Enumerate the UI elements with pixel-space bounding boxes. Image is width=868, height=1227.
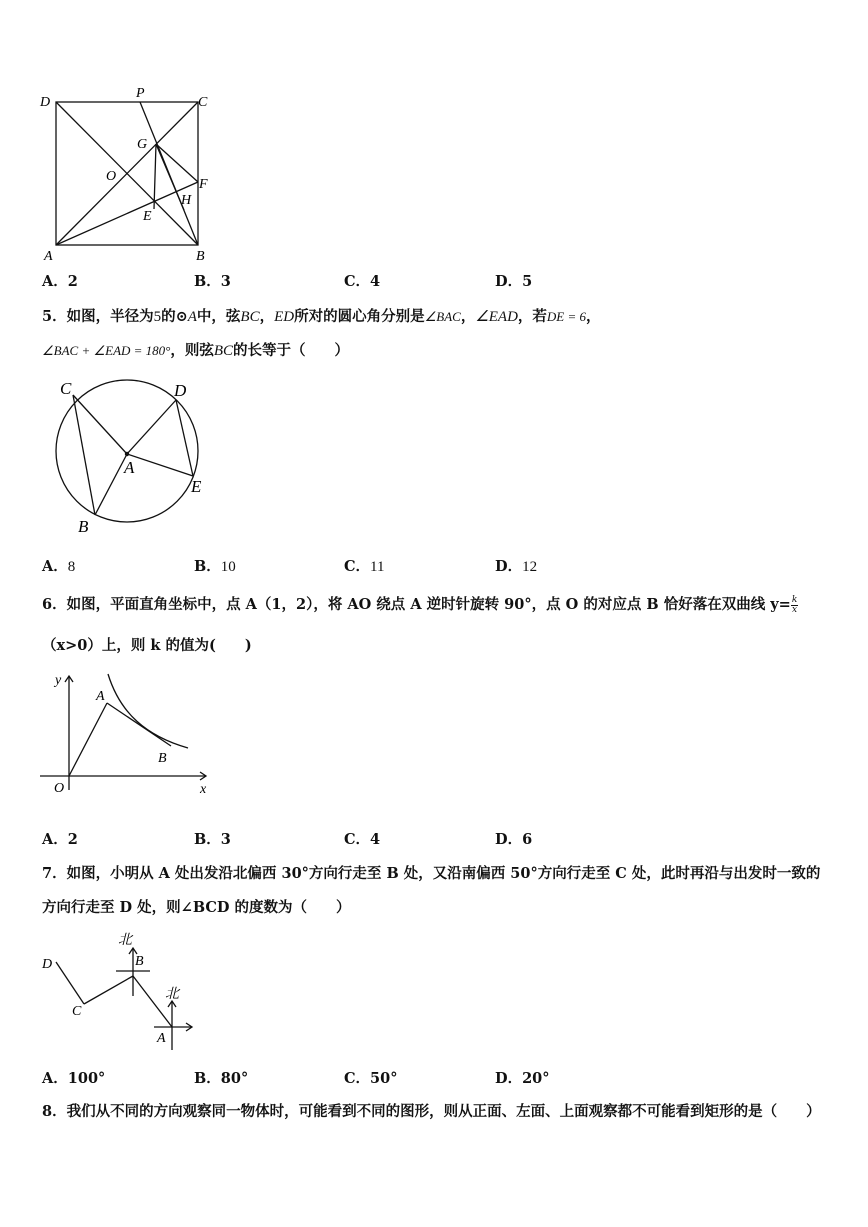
option-value: 20° xyxy=(522,1070,550,1087)
q6-question-line1: 6．如图，平面直角坐标中，点 A（1，2），将 AO 绕点 A 逆时针旋转 90°，点 O 的对应点 B 恰好落在双曲线 y= $\frac{k}{x}$ xyxy=(42,594,798,615)
option-value: 12 xyxy=(522,559,538,575)
q7-label-d: D xyxy=(42,957,53,972)
option-label: D． xyxy=(495,1070,523,1087)
q7-option-b xyxy=(194,1069,248,1089)
option-value: 3 xyxy=(220,273,231,290)
q6-figure xyxy=(38,668,218,800)
option-label: B． xyxy=(194,273,221,290)
q4-label-a: A xyxy=(44,249,53,264)
q4-label-f: F xyxy=(199,177,208,192)
q4-line-gf xyxy=(156,144,198,182)
q5-label-a: A xyxy=(124,458,135,477)
q6-label-y: y xyxy=(55,673,62,688)
option-label: B． xyxy=(194,831,221,848)
q7-segment-cb xyxy=(84,976,133,1004)
q6-label-b: B xyxy=(158,751,167,766)
option-value: 8 xyxy=(67,559,76,575)
q8-question-line1: 8．我们从不同的方向观察同一物体时，可能看到不同的图形，则从正面、左面、上面观察都不可能看到矩形的是（ ） xyxy=(42,1103,821,1120)
q4-option-a xyxy=(42,272,78,292)
q4-label-b: B xyxy=(196,249,205,264)
q5-label-b: B xyxy=(78,517,89,536)
q4-line-gh xyxy=(156,144,184,210)
option-label: B． xyxy=(194,558,221,575)
q7-option-a xyxy=(42,1069,105,1089)
q5-figure xyxy=(40,372,225,542)
q7-label-a: A xyxy=(157,1031,166,1046)
q4-figure xyxy=(36,82,226,264)
option-label: A． xyxy=(42,273,68,290)
q4-label-o: O xyxy=(106,169,117,184)
q4-label-e: E xyxy=(143,209,152,224)
option-value: 6 xyxy=(522,831,533,848)
q7-option-c xyxy=(344,1069,397,1089)
q5-segment-ae xyxy=(127,454,193,476)
option-label: D． xyxy=(495,558,523,575)
q4-line-ge xyxy=(154,144,156,209)
option-value: 4 xyxy=(370,831,381,848)
q7-figure xyxy=(36,928,201,1056)
option-value: 100° xyxy=(67,1070,106,1087)
q5-segment-cb xyxy=(73,395,95,515)
q5-label-c: C xyxy=(60,379,72,398)
option-value: 4 xyxy=(370,273,381,290)
q4-label-p: P xyxy=(136,86,145,101)
option-value: 10 xyxy=(220,559,236,575)
option-label: B． xyxy=(194,1070,221,1087)
q5-segment-de xyxy=(176,400,193,476)
q4-label-c: C xyxy=(198,95,208,110)
q7-label-c: C xyxy=(72,1004,82,1019)
q5-segment-ab xyxy=(95,454,127,515)
q7-segment-dc xyxy=(56,962,84,1004)
q6-segment-oa xyxy=(69,703,107,776)
option-label: C． xyxy=(344,558,371,575)
option-label: A． xyxy=(42,558,68,575)
option-value: 80° xyxy=(220,1070,249,1087)
q6-option-c xyxy=(344,830,380,850)
q4-option-d xyxy=(495,272,532,292)
option-label: C． xyxy=(344,1070,371,1087)
option-label: C． xyxy=(344,273,371,290)
q6-option-b xyxy=(194,830,231,850)
q4-label-d: D xyxy=(40,95,51,110)
q7-option-d xyxy=(495,1069,550,1089)
option-value: 3 xyxy=(220,831,231,848)
q7-north-label-a: 北 xyxy=(165,987,179,1002)
q6-label-a: A xyxy=(96,689,105,704)
q5-option-a xyxy=(42,557,75,577)
q7-question-line2: 方向行走至 D 处，则∠BCD 的度数为（ ） xyxy=(42,899,351,916)
q6-fraction: $\frac{k}{x}$ xyxy=(791,594,798,615)
q5-segment-ad xyxy=(127,400,176,454)
q4-option-b xyxy=(194,272,231,292)
q6-label-o: O xyxy=(54,781,65,796)
option-value: 5 xyxy=(522,273,533,290)
q5-segment-ca xyxy=(73,395,127,454)
q5-label-e: E xyxy=(191,477,202,496)
option-label: C． xyxy=(344,831,371,848)
q7-question-line1: 7．如图，小明从 A 处出发沿北偏西 30°方向行走至 B 处，又沿南偏西 50°方向行走至 C 处，此时再沿与出发时一致的 xyxy=(42,865,821,882)
q5-option-c xyxy=(344,557,385,577)
q4-option-c xyxy=(344,272,380,292)
option-value: 2 xyxy=(67,273,78,290)
q6-option-d xyxy=(495,830,532,850)
option-label: A． xyxy=(42,1070,68,1087)
q6-label-x: x xyxy=(200,782,207,797)
q4-label-h: H xyxy=(181,193,192,208)
q5-question-line2: ∠BAC + ∠EAD = 180°，则弦BC的长等于（ ） xyxy=(42,342,350,359)
option-label: D． xyxy=(495,273,523,290)
option-value: 2 xyxy=(67,831,78,848)
q4-label-g: G xyxy=(137,137,148,152)
q7-label-b: B xyxy=(135,954,144,969)
q6-segment-ab xyxy=(107,703,171,746)
option-label: D． xyxy=(495,831,523,848)
q5-center-dot xyxy=(125,452,129,456)
q6-option-a xyxy=(42,830,78,850)
option-value: 50° xyxy=(370,1070,398,1087)
q6-question-line2: （x>0）上，则 k 的值为( ) xyxy=(42,637,252,654)
q5-label-d: D xyxy=(174,381,187,400)
option-label: A． xyxy=(42,831,68,848)
q7-north-label-b: 北 xyxy=(118,933,132,948)
option-value: 11 xyxy=(370,559,385,575)
q5-question-line1: 5．如图，半径为5的⊙A中，弦BC，ED所对的圆心角分别是∠BAC，∠EAD，若DE = 6， xyxy=(42,308,601,325)
q5-option-d xyxy=(495,557,537,577)
q5-option-b xyxy=(194,557,236,577)
